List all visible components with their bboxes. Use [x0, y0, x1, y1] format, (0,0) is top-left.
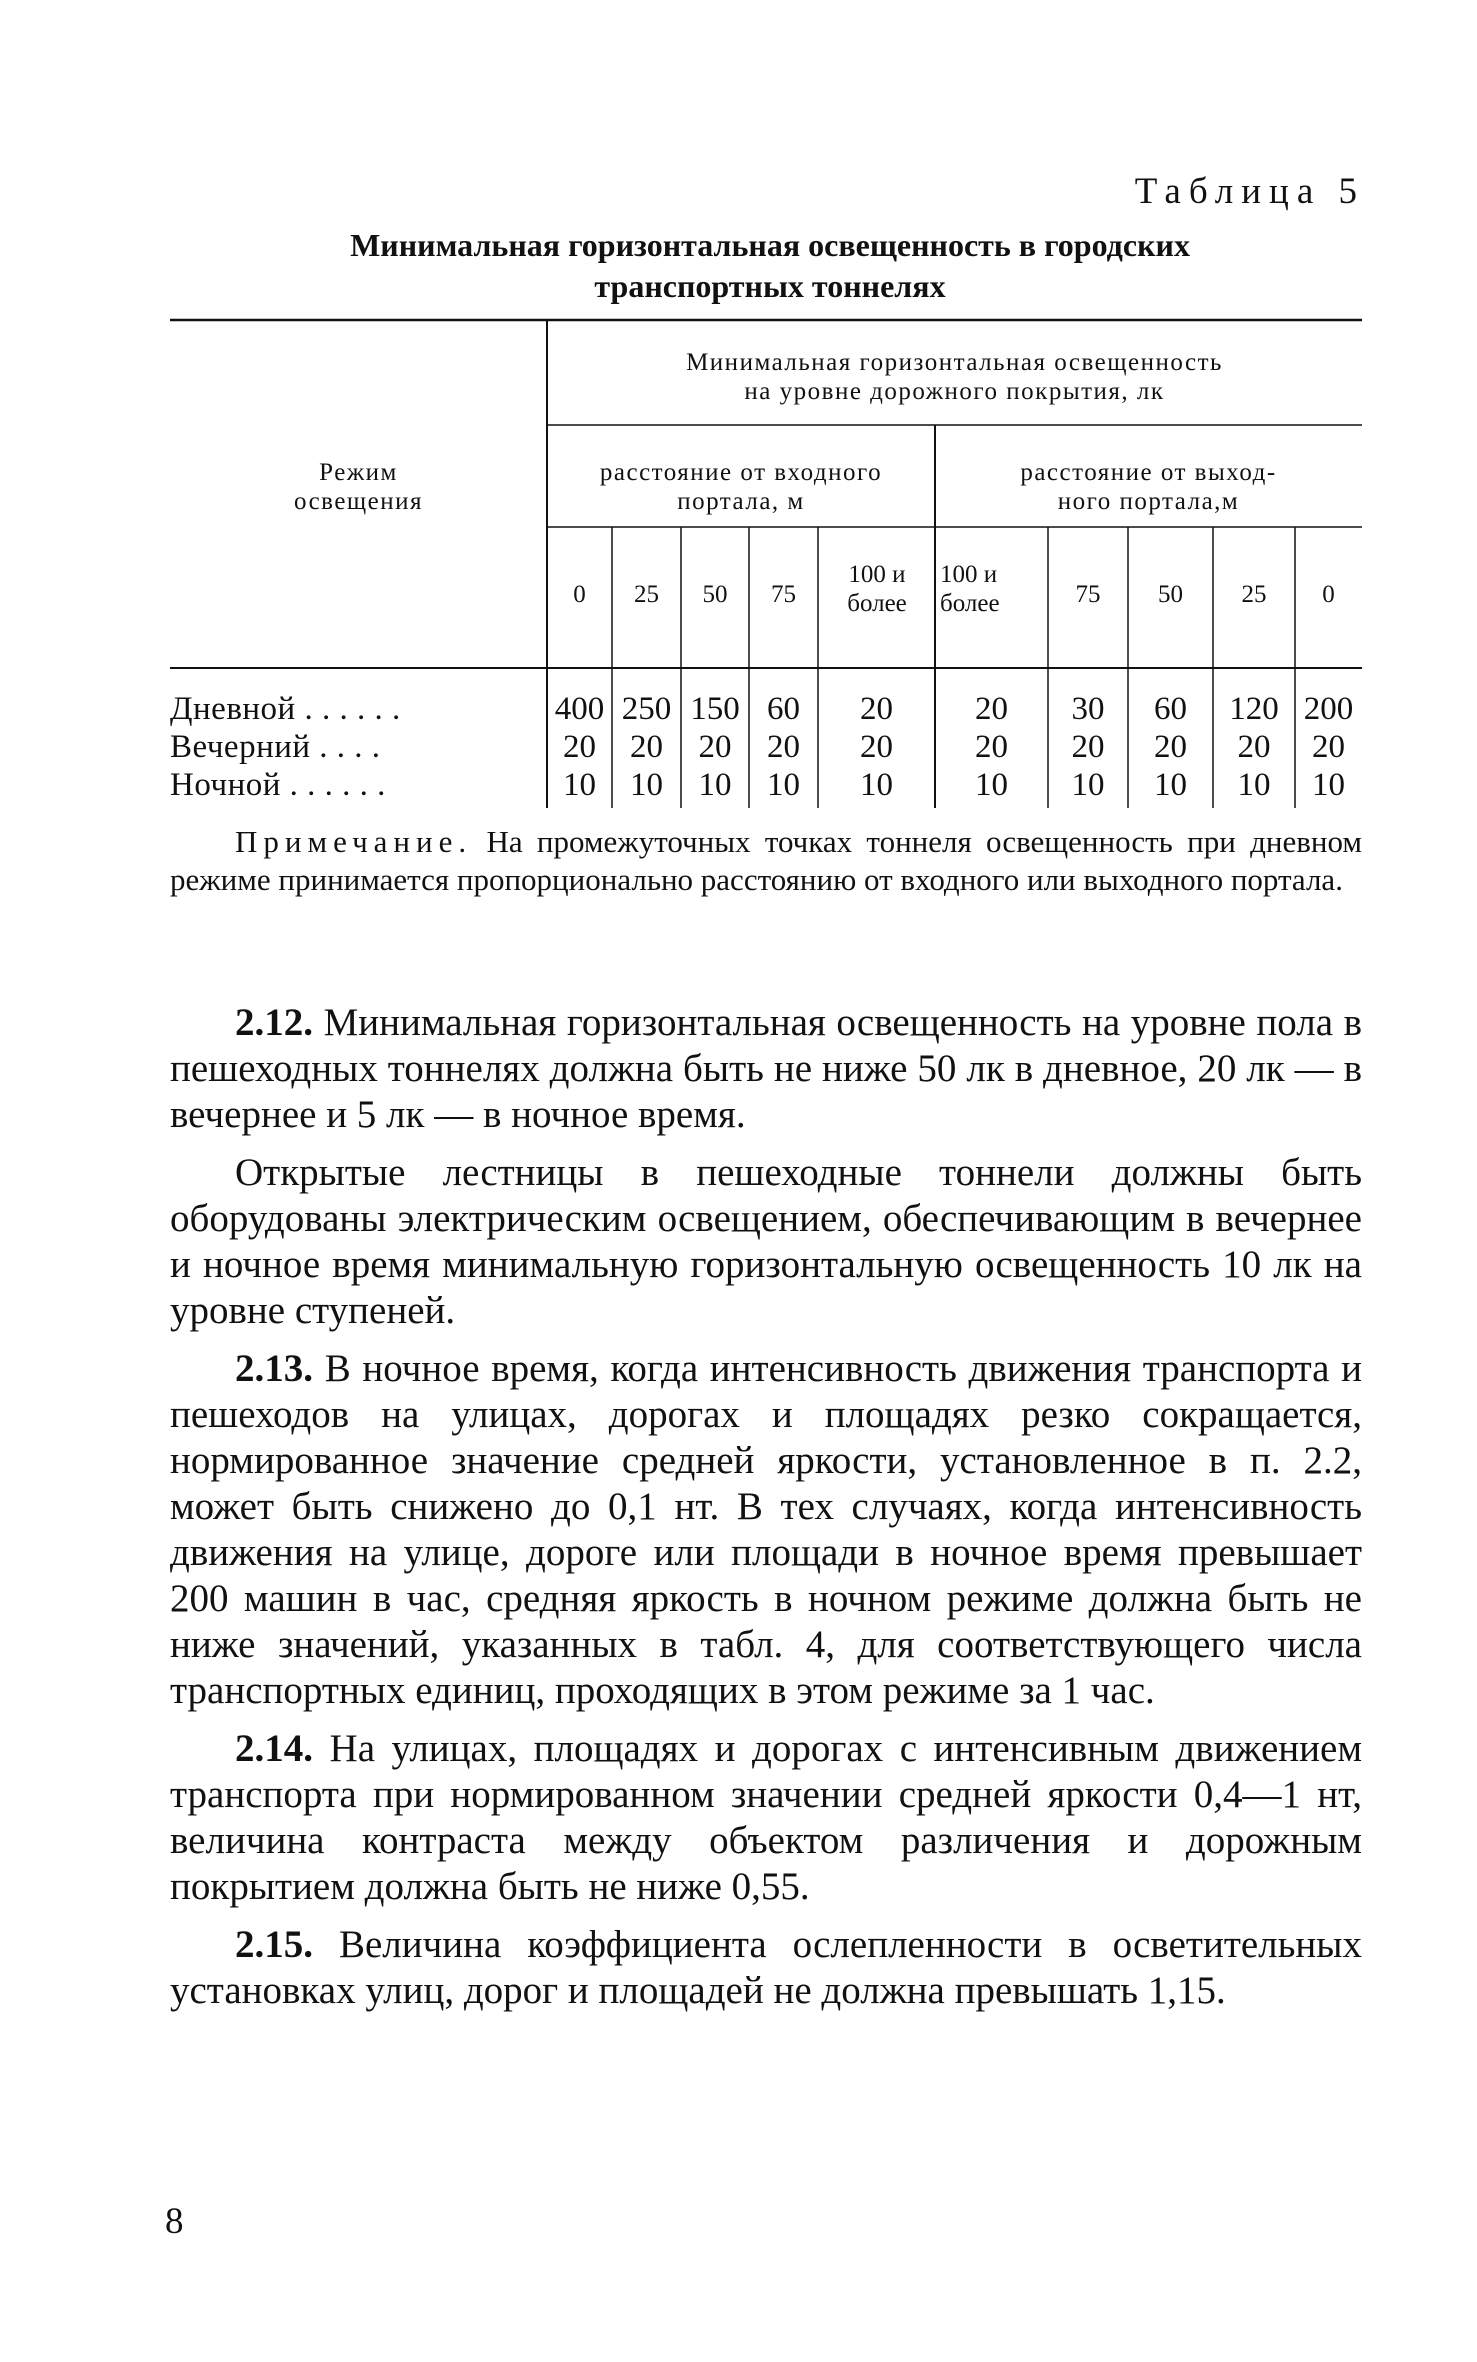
exit-portal-header: расстояние от выход- ного портала,м — [1020, 459, 1277, 515]
distance-header: 100 и более — [940, 561, 1000, 617]
table-cell: 10 — [1237, 767, 1271, 803]
note-label: Примечание. — [235, 824, 473, 859]
distance-header: 25 — [1241, 581, 1267, 608]
table-cell: 20 — [975, 729, 1008, 765]
paragraph-text: В ночное время, когда интенсивность движения транспорта и пешеходов на улицах, дорогах и площадях резко сокращается, нормированное значение средней яркости, установленное в п. 2.2, может быть снижено до 0,1 нт. В тех случаях, когда интенсивность движения на улице, дороге или площади в ночное время превышает 200 машин в час, средняя яркость в ночном режиме должна быть не ниже значений, указанных в табл. 4, для соответствующего числа транспортных единиц, проходящих в этом режиме за 1 час. — [170, 1347, 1363, 1712]
distance-header: 50 — [1158, 581, 1183, 608]
paragraph — [170, 1726, 1362, 1910]
table-cell: 60 — [767, 691, 800, 727]
note-text: На промежуточных точках тоннеля освещенность при дневном режиме принимается пропорционально расстоянию от входного или выходного портала. — [170, 824, 1362, 897]
table-cell: 20 — [860, 729, 893, 765]
distance-header: 0 — [573, 581, 586, 608]
table-cell: 10 — [563, 767, 596, 803]
table-cell: 20 — [698, 729, 732, 765]
table-cell: 20 — [1154, 729, 1187, 765]
table-title — [170, 225, 1370, 307]
paragraph-text: Величина коэффициента ослепленности в осветительных установках улиц, дорог и площадей не должна превышать 1,15. — [170, 1923, 1362, 2012]
table-cell: 20 — [1071, 729, 1105, 765]
paragraph — [170, 1922, 1362, 2014]
body-text — [170, 1000, 1362, 2026]
table-cell: 10 — [1312, 767, 1345, 803]
group-header: Минимальная горизонтальная освещенность на уровне дорожного покрытия, лк — [686, 349, 1223, 405]
paragraph — [170, 1150, 1362, 1334]
paragraph — [170, 1000, 1362, 1138]
paragraph-text: Минимальная горизонтальная освещенность на уровне пола в пешеходных тоннелях должна быть не ниже 50 лк в дневное, 20 лк — в вечернее и 5 лк — в ночное время. — [170, 1001, 1363, 1136]
page-number: 8 — [165, 2201, 184, 2242]
mode-header: Режим освещения — [293, 459, 424, 515]
illuminance-table — [170, 318, 1362, 808]
row-label: Дневной . . . . . . — [170, 691, 401, 727]
table-cell: 60 — [1154, 691, 1187, 727]
table-note — [170, 823, 1362, 899]
table-cell: 10 — [975, 767, 1008, 803]
table-cell: 400 — [554, 691, 605, 727]
table-cell: 10 — [860, 767, 893, 803]
paragraph-number: 2.12. — [235, 1001, 313, 1044]
table-cell: 120 — [1229, 691, 1279, 727]
table-cell: 20 — [860, 691, 893, 727]
distance-header: 50 — [702, 581, 728, 608]
distance-header: 0 — [1322, 581, 1335, 608]
paragraph-text: На улицах, площадях и дорогах с интенсивным движением транспорта при нормированном значении средней яркости 0,4—1 нт, величина контраста между объектом различения и дорожным покрытием должна быть не ниже 0,55. — [170, 1727, 1363, 1908]
distance-header: 25 — [634, 581, 659, 608]
distance-header: 75 — [1075, 581, 1101, 608]
table-cell: 150 — [690, 691, 740, 727]
row-label: Вечерний . . . . — [170, 729, 381, 765]
table-cell: 20 — [630, 729, 663, 765]
table-caption: Таблица 5 — [1134, 171, 1365, 212]
table-cell: 10 — [630, 767, 663, 803]
paragraph-number: 2.14. — [235, 1727, 313, 1770]
paragraph-number: 2.13. — [235, 1347, 313, 1390]
table-title-line: Минимальная горизонтальная освещенность в городских — [350, 227, 1190, 263]
distance-header: 100 и более — [847, 561, 907, 617]
distance-header: 75 — [771, 581, 796, 608]
table-cell: 20 — [1312, 729, 1345, 765]
table-cell: 200 — [1303, 691, 1354, 727]
paragraph-number: 2.15. — [235, 1923, 313, 1966]
table-cell: 20 — [563, 729, 596, 765]
paragraph-text: Открытые лестницы в пешеходные тоннели должны быть оборудованы электрическим освещением, обеспечивающим в вечернее и ночное время минимальную горизонтальную освещенность 10 лк на уровне ступеней. — [170, 1151, 1362, 1332]
table-cell: 10 — [767, 767, 800, 803]
table-title-line: транспортных тоннелях — [594, 268, 946, 304]
table-cell: 10 — [1154, 767, 1187, 803]
table-cell: 20 — [767, 729, 800, 765]
table-cell: 250 — [621, 691, 672, 727]
entry-portal-header: расстояние от входного портала, м — [599, 459, 883, 515]
paragraph — [170, 1346, 1362, 1714]
table-cell: 30 — [1071, 691, 1105, 727]
table-cell: 10 — [1071, 767, 1105, 803]
table-cell: 20 — [1237, 729, 1271, 765]
table-cell: 20 — [975, 691, 1008, 727]
table-cell: 10 — [698, 767, 732, 803]
row-label: Ночной . . . . . . — [170, 767, 386, 803]
